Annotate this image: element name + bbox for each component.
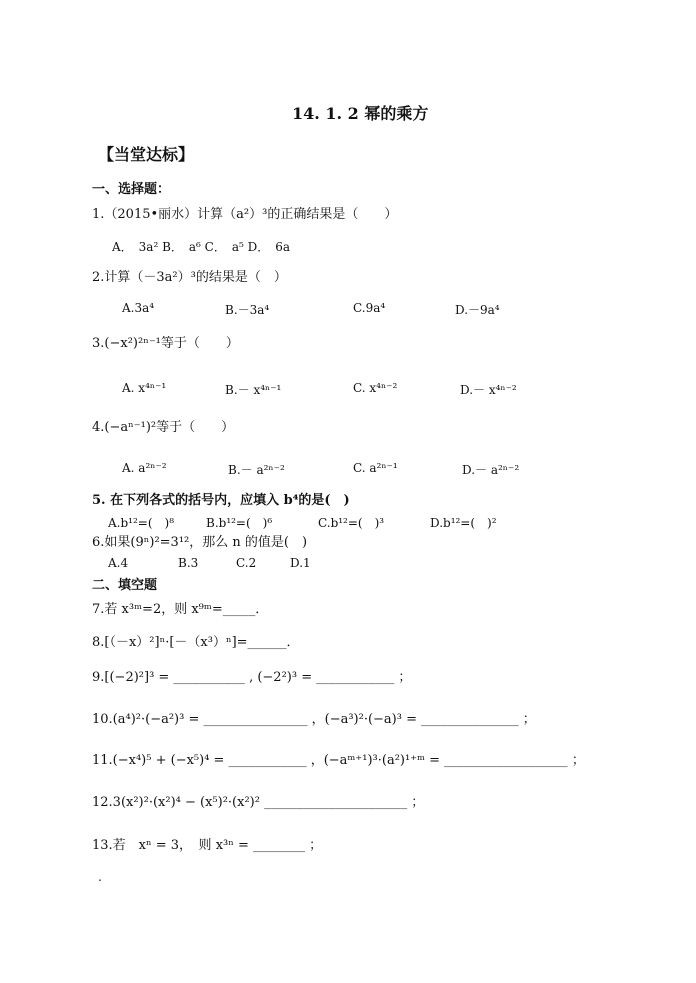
q3-stem: 3.(−x²)²ⁿ⁻¹等于（ ） [92,336,239,351]
q2-option-b: B.－3a⁴ [225,303,270,317]
q6-option-b: B.3 [178,556,199,570]
q5-option-b: B.b¹²=( )⁶ [206,516,273,530]
q6-option-c: C.2 [236,556,257,570]
q3-option-c: C. x⁴ⁿ⁻² [353,381,398,395]
q5-option-a: A.b¹²=( )⁸ [108,516,175,530]
q4-option-b: B.－ a²ⁿ⁻² [228,463,285,477]
q6-option-a: A.4 [108,556,129,570]
q4-option-c: C. a²ⁿ⁻¹ [353,461,398,475]
q2-stem: 2.计算（－3a²）³的结果是（ ） [92,270,287,285]
q12: 12.3(x²)²·(x²)⁴ − (x⁵)²·(x²)² ______________________ ； [92,795,425,810]
q1-options: A． 3a² B． a⁶ C． a⁵ D． 6a [112,240,291,254]
q2-option-a: A.3a⁴ [122,301,155,315]
q4-stem: 4.(−aⁿ⁻¹)²等于（ ） [92,420,235,435]
part2-heading: 二、填空题 [92,578,158,593]
q11: 11.(−x⁴)⁵ + (−x⁵)⁴ = ____________ ，(−aᵐ⁺¹)³·(a²)¹⁺ᵐ = ___________________ ； [92,753,585,768]
q8: 8.[（－x）²]ⁿ·[－（x³）ⁿ]=______． [92,635,300,650]
q6-stem: 6.如果(9ⁿ)²=3¹²，那么 n 的值是( ) [92,535,308,550]
q10: 10.(a⁴)²·(−a²)³ = ________________ ，(−a³)²·(−a)³ = _______________ ； [92,712,536,727]
q3-option-d: D.－ x⁴ⁿ⁻² [460,383,517,397]
section-header: 【当堂达标】 [98,145,195,164]
q3-option-b: B.－ x⁴ⁿ⁻¹ [225,383,282,397]
q5-option-c: C.b¹²=( )³ [318,516,385,530]
q6-option-d: D.1 [290,556,311,570]
q13: 13.若 xⁿ = 3， 则 x³ⁿ = ________ ； [92,838,323,853]
trailing-dot: . [98,870,102,884]
q7: 7.若 x³ᵐ=2，则 x⁹ᵐ=_____． [92,602,269,617]
q9: 9.[(−2)²]³ = ___________ , (−2²)³ = ____________ ； [92,670,412,685]
q4-option-d: D.－ a²ⁿ⁻² [462,463,520,477]
part1-heading: 一、选择题： [92,182,171,197]
q1-stem: 1.（2015•丽水）计算（a²）³的正确结果是（ ） [92,207,398,222]
q3-option-a: A. x⁴ⁿ⁻¹ [122,381,167,395]
q2-option-d: D.－9a⁴ [455,303,500,317]
q2-option-c: C.9a⁴ [353,301,386,315]
q4-option-a: A. a²ⁿ⁻² [122,461,167,475]
q5-option-d: D.b¹²=( )² [430,516,497,530]
page-title: 14. 1. 2 幂的乘方 [292,104,429,123]
q5-stem: 5. 在下列各式的括号内，应填入 b⁴的是( ) [92,493,350,508]
